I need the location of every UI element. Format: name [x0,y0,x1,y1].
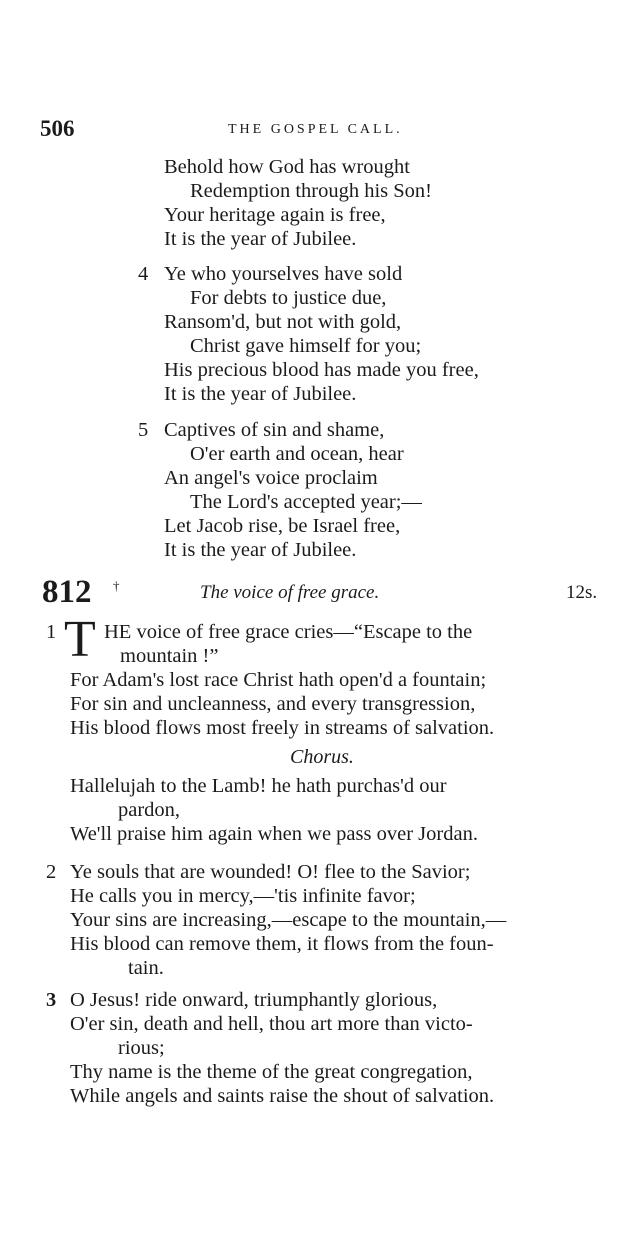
verse-line: Captives of sin and shame, [164,419,385,441]
stanza-number: 1 [46,621,57,643]
verse-line: Ye who yourselves have sold [164,263,403,285]
verse-line: Redemption through his Son! [190,180,433,202]
chorus-line: Hallelujah to the Lamb! he hath purchas'd our [70,775,447,797]
verse-line: It is the year of Jubilee. [164,228,357,250]
verse-line: It is the year of Jubilee. [164,383,357,405]
chorus-line: pardon, [118,799,181,821]
verse-line: O'er sin, death and hell, thou art more than victo- [70,1013,473,1035]
verse-line: He calls you in mercy,—'tis infinite favor; [70,885,416,907]
verse-line: For sin and uncleanness, and every transgression, [70,693,476,715]
verse-line: Ye souls that are wounded! O! flee to the Savior; [70,861,471,883]
verse-line: His blood flows most freely in streams of salvation. [70,717,495,739]
verse-line: While angels and saints raise the shout of salvation. [70,1085,495,1107]
verse-line: O Jesus! ride onward, triumphantly glorious, [70,989,438,1011]
verse-line: Your sins are increasing,—escape to the mountain,— [70,909,507,931]
verse-line: tain. [128,957,164,979]
verse-line: Let Jacob rise, be Israel free, [164,515,401,537]
verse-line: Thy name is the theme of the great congregation, [70,1061,473,1083]
verse-line: O'er earth and ocean, hear [190,443,404,465]
verse-line: mountain !” [120,645,219,667]
hymn-meter: 12s. [566,582,598,603]
page-header [40,116,640,146]
verse-line: For debts to justice due, [190,287,387,309]
dagger-mark: † [113,578,120,593]
verse-line: The Lord's accepted year;— [190,491,422,513]
running-head: THE GOSPEL CALL. [228,122,403,137]
stanza-number: 3 [46,989,57,1011]
verse-line: An angel's voice proclaim [164,467,378,489]
chorus-label: Chorus. [290,746,354,768]
stanza-number: 4 [138,263,149,285]
verse-line: His precious blood has made you free, [164,359,479,381]
verse-line: Your heritage again is free, [164,204,386,226]
verse-line: For Adam's lost race Christ hath open'd a fountain; [70,669,487,691]
stanza-number: 5 [138,419,149,441]
hymn-number: 812 [42,574,92,610]
page-number: 506 [40,116,75,141]
verse-line: It is the year of Jubilee. [164,539,357,561]
verse-line: rious; [118,1037,165,1059]
verse-line: Christ gave himself for you; [190,335,422,357]
verse-line: Behold how God has wrought [164,156,410,178]
hymn-title: The voice of free grace. [200,582,380,603]
stanza-number: 2 [46,861,57,883]
verse-line: Ransom'd, but not with gold, [164,311,402,333]
verse-line: HE voice of free grace cries—“Escape to the [104,621,473,643]
verse-line: His blood can remove them, it flows from the foun- [70,933,494,955]
drop-cap: T [64,611,96,668]
chorus-line: We'll praise him again when we pass over Jordan. [70,823,478,845]
